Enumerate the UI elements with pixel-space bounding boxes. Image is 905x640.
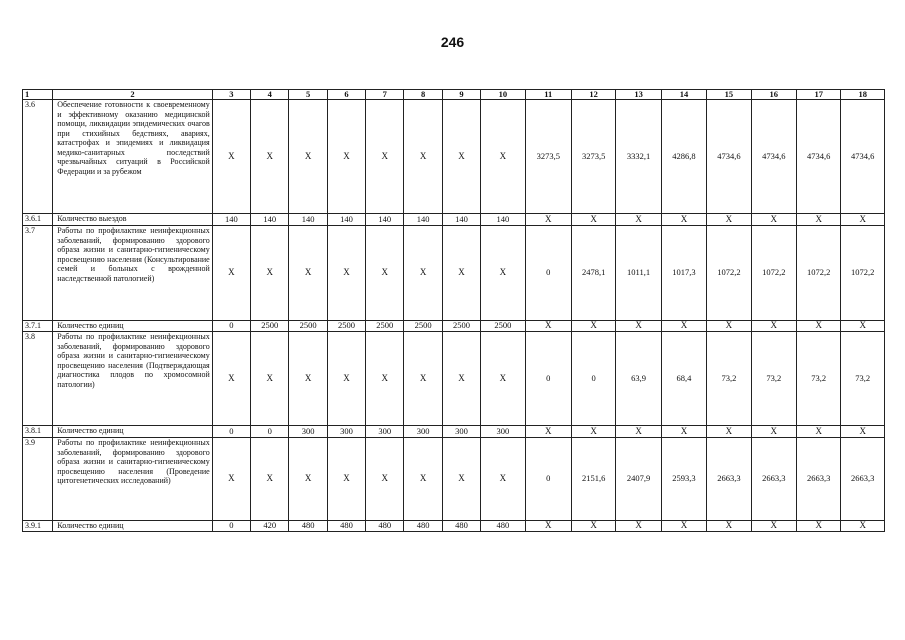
col-header-16: 16: [751, 90, 796, 100]
row-value-col-12: X: [571, 426, 615, 438]
table-row: [23, 426, 885, 438]
row-value-col-12: 2478,1: [571, 226, 615, 321]
row-value-col-4: X: [251, 438, 289, 521]
col-header-12: 12: [571, 90, 615, 100]
row-value-col-17: 2663,3: [797, 438, 841, 521]
row-value-col-11: 0: [525, 226, 571, 321]
page-number: 246: [440, 34, 465, 50]
row-value-col-13: 1011,1: [616, 226, 661, 321]
row-value-col-16: X: [751, 426, 796, 438]
row-value-col-14: X: [661, 321, 706, 332]
row-value-col-18: 4734,6: [841, 100, 885, 214]
row-description: Работы по профилактике неинфекционных заболеваний, формированию здорового образа жизни и санитарно-гигиеническому просвещению населения (Проведение цитогенетических исследований): [53, 438, 212, 521]
row-value-col-6: 140: [327, 214, 365, 226]
row-value-col-11: X: [525, 214, 571, 226]
row-value-col-17: X: [797, 521, 841, 532]
row-description: Количество выездов: [53, 214, 212, 226]
row-value-col-8: X: [404, 100, 442, 214]
row-value-col-10: 2500: [481, 321, 525, 332]
table-row: [23, 214, 885, 226]
row-code: 3.9: [23, 438, 53, 521]
row-value-col-9: X: [442, 100, 480, 214]
col-header-10: 10: [481, 90, 525, 100]
row-value-col-13: 3332,1: [616, 100, 661, 214]
row-value-col-3: X: [212, 332, 250, 426]
table-row: [23, 332, 885, 426]
row-value-col-5: X: [289, 438, 327, 521]
row-value-col-17: 4734,6: [797, 100, 841, 214]
row-value-col-6: X: [327, 226, 365, 321]
header-row: [23, 90, 885, 100]
row-value-col-7: X: [366, 332, 404, 426]
row-value-col-5: 480: [289, 521, 327, 532]
row-value-col-3: X: [212, 438, 250, 521]
row-value-col-4: X: [251, 100, 289, 214]
col-header-5: 5: [289, 90, 327, 100]
row-value-col-15: X: [707, 521, 751, 532]
row-value-col-8: 140: [404, 214, 442, 226]
row-value-col-9: 300: [442, 426, 480, 438]
table-body: [23, 100, 885, 532]
row-value-col-3: 0: [212, 321, 250, 332]
row-value-col-18: X: [841, 426, 885, 438]
row-value-col-8: X: [404, 226, 442, 321]
table-row: [23, 438, 885, 521]
col-header-8: 8: [404, 90, 442, 100]
row-value-col-10: 480: [481, 521, 525, 532]
row-value-col-18: X: [841, 521, 885, 532]
row-value-col-14: X: [661, 426, 706, 438]
row-value-col-18: 73,2: [841, 332, 885, 426]
col-header-6: 6: [327, 90, 365, 100]
row-value-col-12: 2151,6: [571, 438, 615, 521]
row-description: Обеспечение готовности к своевременному и эффективному оказанию медицинской помощи, ликвидации эпидемических очагов при стихийных бедствиях, авариях, катастрофах и эпидемиях и ликвидация медико-санитарных последствий чрезвычайных ситуаций в Российской Федерации и за рубежом: [53, 100, 212, 214]
row-code: 3.6.1: [23, 214, 53, 226]
row-value-col-3: X: [212, 100, 250, 214]
row-value-col-7: X: [366, 226, 404, 321]
row-value-col-16: 73,2: [751, 332, 796, 426]
row-code: 3.9.1: [23, 521, 53, 532]
row-value-col-11: 3273,5: [525, 100, 571, 214]
row-value-col-5: X: [289, 100, 327, 214]
row-value-col-18: X: [841, 321, 885, 332]
row-value-col-13: X: [616, 426, 661, 438]
row-value-col-11: X: [525, 521, 571, 532]
row-value-col-6: 300: [327, 426, 365, 438]
row-value-col-4: X: [251, 226, 289, 321]
row-value-col-14: 2593,3: [661, 438, 706, 521]
col-header-13: 13: [616, 90, 661, 100]
row-value-col-11: 0: [525, 332, 571, 426]
row-value-col-9: X: [442, 332, 480, 426]
row-value-col-13: X: [616, 321, 661, 332]
col-header-9: 9: [442, 90, 480, 100]
col-header-3: 3: [212, 90, 250, 100]
row-value-col-3: X: [212, 226, 250, 321]
row-value-col-16: 1072,2: [751, 226, 796, 321]
row-value-col-17: 1072,2: [797, 226, 841, 321]
row-value-col-8: X: [404, 332, 442, 426]
row-value-col-10: X: [481, 332, 525, 426]
row-value-col-3: 0: [212, 521, 250, 532]
row-code: 3.8.1: [23, 426, 53, 438]
row-value-col-15: 2663,3: [707, 438, 751, 521]
row-value-col-12: 0: [571, 332, 615, 426]
row-value-col-6: 2500: [327, 321, 365, 332]
row-value-col-12: 3273,5: [571, 100, 615, 214]
col-header-7: 7: [366, 90, 404, 100]
row-value-col-15: 1072,2: [707, 226, 751, 321]
row-value-col-6: X: [327, 332, 365, 426]
row-value-col-7: 300: [366, 426, 404, 438]
row-code: 3.7: [23, 226, 53, 321]
row-value-col-10: X: [481, 100, 525, 214]
row-value-col-5: 140: [289, 214, 327, 226]
row-value-col-13: 63,9: [616, 332, 661, 426]
row-value-col-16: X: [751, 521, 796, 532]
row-value-col-11: X: [525, 321, 571, 332]
row-value-col-14: X: [661, 214, 706, 226]
row-value-col-18: 2663,3: [841, 438, 885, 521]
row-value-col-17: X: [797, 214, 841, 226]
row-value-col-5: X: [289, 332, 327, 426]
row-value-col-8: 300: [404, 426, 442, 438]
col-header-15: 15: [707, 90, 751, 100]
row-value-col-18: 1072,2: [841, 226, 885, 321]
row-value-col-14: 68,4: [661, 332, 706, 426]
row-value-col-14: X: [661, 521, 706, 532]
budget-table: [22, 89, 885, 532]
row-value-col-18: X: [841, 214, 885, 226]
row-value-col-4: 140: [251, 214, 289, 226]
row-value-col-9: 480: [442, 521, 480, 532]
row-description: Количество единиц: [53, 521, 212, 532]
row-value-col-7: 480: [366, 521, 404, 532]
row-value-col-13: 2407,9: [616, 438, 661, 521]
row-value-col-17: X: [797, 426, 841, 438]
row-value-col-10: 300: [481, 426, 525, 438]
row-value-col-7: X: [366, 438, 404, 521]
table-row: [23, 521, 885, 532]
row-code: 3.8: [23, 332, 53, 426]
row-value-col-15: X: [707, 321, 751, 332]
row-value-col-17: 73,2: [797, 332, 841, 426]
row-value-col-17: X: [797, 321, 841, 332]
col-header-18: 18: [841, 90, 885, 100]
row-value-col-15: 73,2: [707, 332, 751, 426]
row-value-col-12: X: [571, 321, 615, 332]
col-header-11: 11: [525, 90, 571, 100]
row-value-col-12: X: [571, 521, 615, 532]
row-value-col-5: 300: [289, 426, 327, 438]
col-header-4: 4: [251, 90, 289, 100]
row-description: Количество единиц: [53, 426, 212, 438]
row-value-col-15: X: [707, 214, 751, 226]
row-description: Работы по профилактике неинфекционных заболеваний, формированию здорового образа жизни и санитарно-гигиеническому просвещению населения (Консультирование семей и больных с врожденной наследственной патологией): [53, 226, 212, 321]
row-value-col-13: X: [616, 214, 661, 226]
row-value-col-4: 0: [251, 426, 289, 438]
row-value-col-7: 2500: [366, 321, 404, 332]
row-value-col-5: X: [289, 226, 327, 321]
col-header-1: 1: [23, 90, 53, 100]
row-description: Количество единиц: [53, 321, 212, 332]
row-code: 3.6: [23, 100, 53, 214]
row-value-col-4: 420: [251, 521, 289, 532]
table-row: [23, 100, 885, 214]
row-value-col-16: 4734,6: [751, 100, 796, 214]
row-value-col-6: 480: [327, 521, 365, 532]
row-value-col-10: X: [481, 438, 525, 521]
row-value-col-3: 140: [212, 214, 250, 226]
row-value-col-8: 480: [404, 521, 442, 532]
row-value-col-14: 4286,8: [661, 100, 706, 214]
row-value-col-16: 2663,3: [751, 438, 796, 521]
row-value-col-16: X: [751, 321, 796, 332]
row-value-col-10: X: [481, 226, 525, 321]
row-value-col-3: 0: [212, 426, 250, 438]
row-value-col-6: X: [327, 100, 365, 214]
row-value-col-11: 0: [525, 438, 571, 521]
row-value-col-6: X: [327, 438, 365, 521]
row-value-col-9: 2500: [442, 321, 480, 332]
row-value-col-9: 140: [442, 214, 480, 226]
table-row: [23, 226, 885, 321]
row-value-col-5: 2500: [289, 321, 327, 332]
col-header-14: 14: [661, 90, 706, 100]
row-description: Работы по профилактике неинфекционных заболеваний, формированию здорового образа жизни и санитарно-гигиеническому просвещению населения (Подтверждающая диагностика плодов по хромосомной патологии): [53, 332, 212, 426]
row-value-col-4: X: [251, 332, 289, 426]
row-value-col-13: X: [616, 521, 661, 532]
row-value-col-15: 4734,6: [707, 100, 751, 214]
row-value-col-15: X: [707, 426, 751, 438]
row-value-col-9: X: [442, 438, 480, 521]
table-row: [23, 321, 885, 332]
row-value-col-9: X: [442, 226, 480, 321]
row-value-col-11: X: [525, 426, 571, 438]
row-value-col-7: 140: [366, 214, 404, 226]
col-header-17: 17: [797, 90, 841, 100]
row-value-col-16: X: [751, 214, 796, 226]
row-value-col-8: X: [404, 438, 442, 521]
row-code: 3.7.1: [23, 321, 53, 332]
row-value-col-8: 2500: [404, 321, 442, 332]
col-header-2: 2: [53, 90, 212, 100]
row-value-col-10: 140: [481, 214, 525, 226]
row-value-col-12: X: [571, 214, 615, 226]
row-value-col-14: 1017,3: [661, 226, 706, 321]
row-value-col-4: 2500: [251, 321, 289, 332]
row-value-col-7: X: [366, 100, 404, 214]
